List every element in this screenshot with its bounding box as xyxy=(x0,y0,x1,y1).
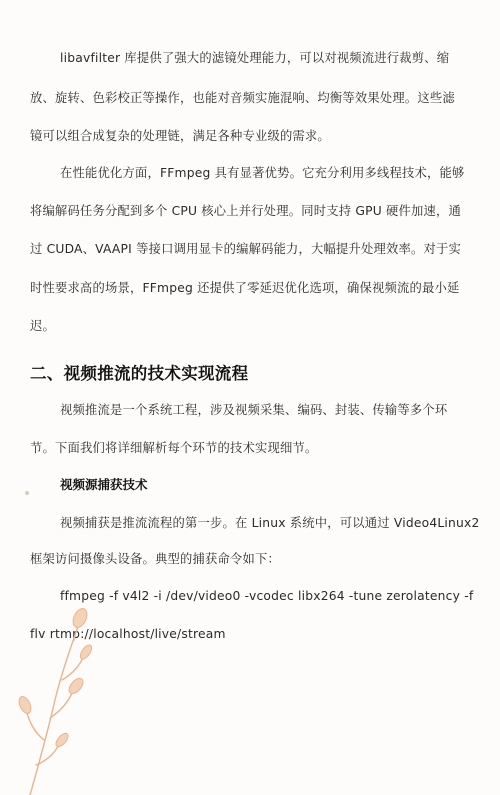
text-line: 放、旋转、色彩校正等操作，也能对音频实施混响、均衡等效果处理。这些滤 xyxy=(30,91,455,105)
floral-branch-icon xyxy=(0,600,140,795)
text-line: 迟。 xyxy=(30,319,55,333)
text-line: 过 CUDA、VAAPI 等接口调用显卡的编解码能力，大幅提升处理效率。对于实 xyxy=(30,242,462,256)
text-line: 在性能优化方面，FFmpeg 具有显著优势。它充分利用多线程技术，能够 xyxy=(60,166,465,180)
text-line: 视频推流是一个系统工程，涉及视频采集、编码、封装、传输等多个环 xyxy=(60,403,448,417)
text-line: 框架访问摄像头设备。典型的捕获命令如下： xyxy=(30,552,280,566)
subheading: 视频源捕获技术 xyxy=(60,477,148,492)
text-line: 视频捕获是推流流程的第一步。在 Linux 系统中，可以通过 Video4Linux2 xyxy=(60,516,480,530)
command-line: ffmpeg -f v4l2 -i /dev/video0 -vcodec libx264 -tune zerolatency -f xyxy=(60,589,474,603)
text-line: 将编解码任务分配到多个 CPU 核心上并行处理。同时支持 GPU 硬件加速，通 xyxy=(30,204,461,218)
text-line: 镜可以组合成复杂的处理链，满足各种专业级的需求。 xyxy=(30,129,330,143)
bullet-dot xyxy=(25,491,29,495)
text-line: libavfilter 库提供了强大的滤镜处理能力，可以对视频流进行裁剪、缩 xyxy=(60,51,450,65)
command-line: flv rtmp://localhost/live/stream xyxy=(30,627,226,641)
section-heading: 二、视频推流的技术实现流程 xyxy=(30,364,249,383)
text-line: 时性要求高的场景，FFmpeg 还提供了零延迟优化选项，确保视频流的最小延 xyxy=(30,281,460,295)
text-line: 节。下面我们将详细解析每个环节的技术实现细节。 xyxy=(30,441,318,455)
